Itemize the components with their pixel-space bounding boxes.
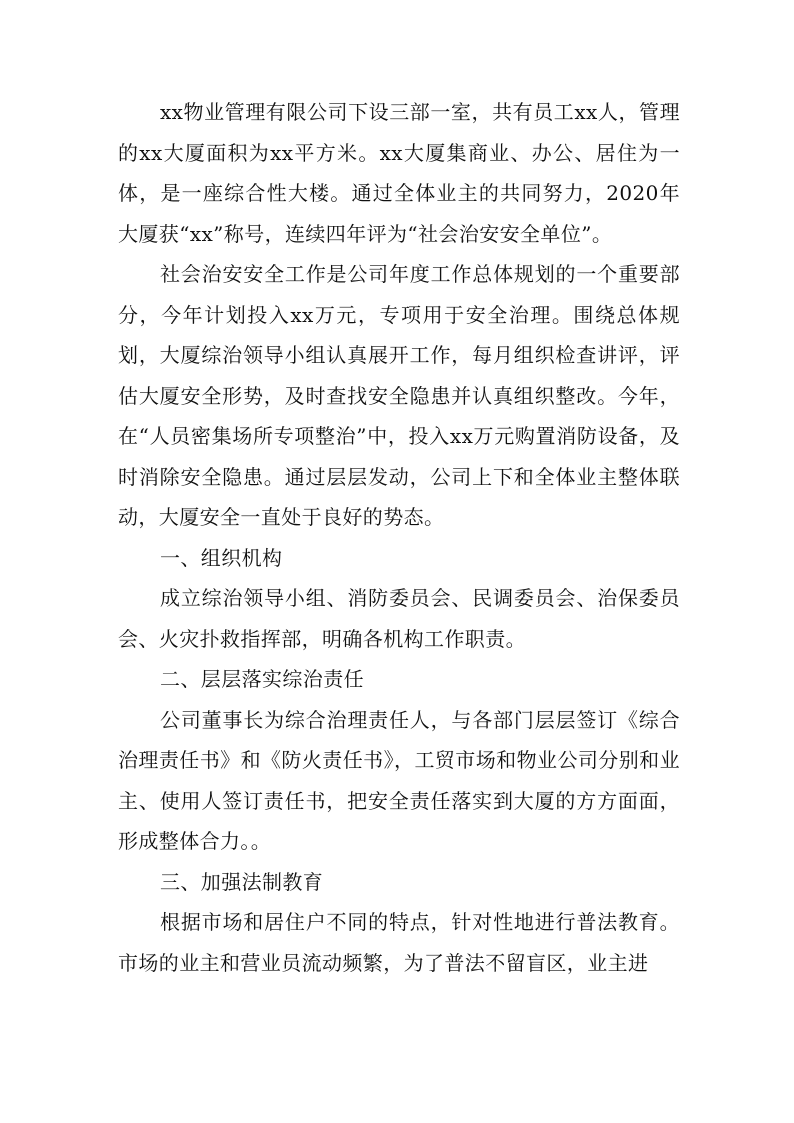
paragraph-safety-work: 社会治安安全工作是公司年度工作总体规划的一个重要部分，今年计划投入xx万元，专项用于安全治理。围绕总体规划，大厦综治领导小组认真展开工作，每月组织检查讲评，评估大厦安全形势，及时查找安全隐患并认真组织整改。今年，在“人员密集场所专项整治”中，投入xx万元购置消防设备，及时消除安全隐患。通过层层发动，公司上下和全体业主整体联动，大厦安全一直处于良好的势态。 xyxy=(118,262,680,529)
section-heading-organization: 一、组织机构 xyxy=(160,545,283,570)
paragraph-company-overview: xx物业管理有限公司下设三部一室，共有员工xx人，管理的xx大厦面积为xx平方米。xx大厦集商业、办公、居住为一体，是一座综合性大楼。通过全体业主的共同努力，2020年大厦获“xx”称号，连续四年评为“社会治安安全单位”。 xyxy=(118,100,680,246)
paragraph-responsibility: 公司董事长为综合治理责任人，与各部门层层签订《综合治理责任书》和《防火责任书》，工贸市场和物业公司分别和业主、使用人签订责任书，把安全责任落实到大厦的方方面面，形成整体合力。。 xyxy=(118,707,680,853)
section-heading-legal-education: 三、加强法制教育 xyxy=(160,869,324,894)
document-body xyxy=(118,92,680,983)
paragraph-organization: 成立综治领导小组、消防委员会、民调委员会、治保委员会、火灾扑救指挥部，明确各机构工作职责。 xyxy=(118,586,680,651)
paragraph-legal-education: 根据市场和居住户不同的特点，针对性地进行普法教育。市场的业主和营业员流动频繁，为了普法不留盲区，业主进 xyxy=(118,910,680,975)
section-heading-responsibility: 二、层层落实综治责任 xyxy=(160,667,364,691)
